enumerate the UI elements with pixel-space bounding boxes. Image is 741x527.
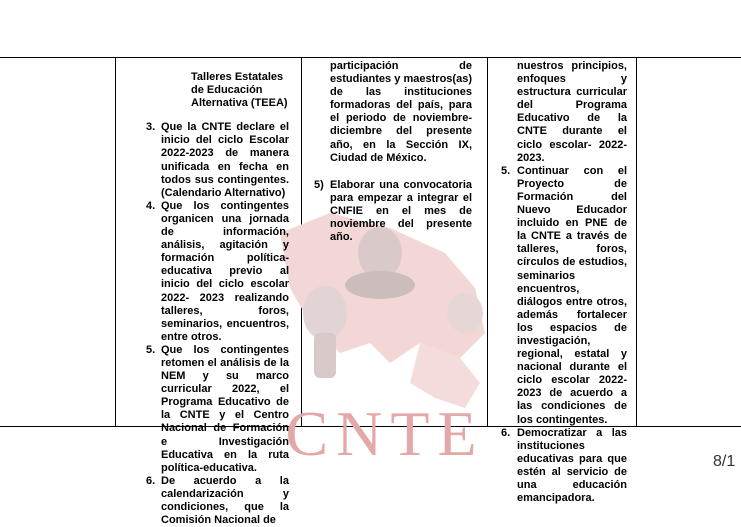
col1-intro: Talleres Estatales de Educación Alternativa (TEEA): [191, 71, 288, 110]
list-item: [500, 165, 627, 427]
column-3: [500, 60, 627, 505]
item-text: Que los contingentes retomen el análisis de la NEM y su marco curricular 2022, el Programa Educativo de la CNTE y el Centro Nacional de Formación e Investigación Educativa en la ruta política-educativa.: [161, 343, 289, 474]
column-divider: [115, 57, 116, 427]
watermark-text: CNTE: [285, 398, 485, 469]
col3-intro: nuestros principios, enfoques y estructura curricular del Programa Educativo de la CNTE durante el ciclo escolar- 2022-2023.: [517, 60, 627, 164]
list-item: [143, 475, 289, 527]
list-item: [143, 121, 289, 200]
list-item: [143, 344, 289, 475]
list-item: [310, 179, 472, 244]
item-text: Que la CNTE declare el inicio del ciclo Escolar 2022-2023 de manera unificada en fecha en todos sus contingentes. (Calendario Alternativo): [161, 121, 289, 199]
col2-intro: participación de estudiantes y maestros(as) de las instituciones formadoras del país, para el periodo de noviembre-diciembre del presente año, en la Sección IX, Ciudad de México.: [330, 60, 472, 164]
column-1: [143, 60, 289, 527]
item-number: 5): [314, 178, 324, 191]
item-number: 4.: [146, 199, 156, 212]
item-text: Elaborar una convocatoria para empezar a integrar el CNFIE en el mes de noviembre del presente año.: [330, 178, 472, 244]
item-number: 5.: [501, 164, 511, 177]
item-number: 6.: [501, 426, 511, 439]
item-text: Continuar con el Proyecto de Formación del Nuevo Educador incluido en PNE de la CNTE a través de talleres, foros, círculos de estudios, seminarios encuentros, diálogos entre otros, además fortalecer los espacios de investigación, regional, estatal y nacional durante el ciclo escolar 2022-2023 de acuerdo a las condiciones de los contingentes.: [517, 164, 627, 426]
item-number: 5.: [146, 343, 156, 356]
column-divider: [636, 57, 637, 427]
item-text: Democratizar a las instituciones educativas para que estén al servicio de una educación emancipadora.: [517, 426, 627, 505]
list-item: [143, 200, 289, 344]
column-2: [310, 60, 472, 244]
table-top-border: [0, 57, 741, 58]
item-text: De acuerdo a la calendarización y condiciones, que la Comisión Nacional de: [161, 474, 289, 527]
item-text: Que los contingentes organicen una jornada de información, análisis, agitación y formación política-educativa previo al inicio del ciclo escolar 2022- 2023 realizando talleres, foros, seminarios, encuentros, entre otros.: [161, 199, 289, 343]
item-number: 3.: [146, 121, 156, 134]
item-number: 6.: [146, 474, 156, 487]
page-number: 8/1: [713, 453, 736, 470]
list-item: [500, 427, 627, 506]
